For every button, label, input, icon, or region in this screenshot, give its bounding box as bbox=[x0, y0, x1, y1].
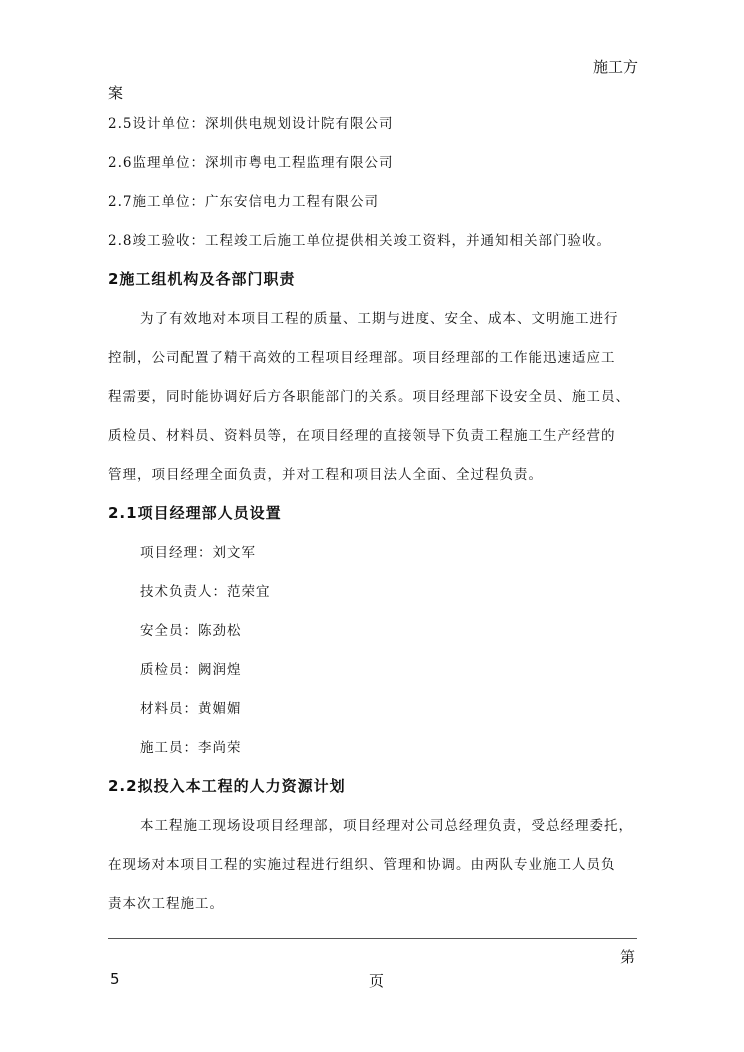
staff-safety-officer: 安全员：陈劲松 bbox=[140, 623, 242, 639]
section-2-2-paragraph-line: 在现场对本项目工程的实施过程进行组织、管理和协调。由两队专业施工人员负 bbox=[108, 857, 616, 873]
section-2-heading: 2施工组机构及各部门职责 bbox=[108, 270, 296, 288]
section-2-paragraph-line: 程需要，同时能协调好后方各职能部门的关系。项目经理部下设安全员、施工员、 bbox=[108, 389, 630, 405]
section-2-paragraph-line: 管理，项目经理全面负责，并对工程和项目法人全面、全过程负责。 bbox=[108, 467, 543, 483]
footer-di: 第 bbox=[620, 948, 636, 966]
section-2-paragraph-line: 质检员、材料员、资料员等，在项目经理的直接领导下负责工程施工生产经营的 bbox=[108, 428, 616, 444]
item-construction-unit: 2.7施工单位：广东安信电力工程有限公司 bbox=[108, 194, 379, 210]
header-title-part2: 案 bbox=[108, 84, 124, 102]
staff-project-manager: 项目经理：刘文军 bbox=[140, 545, 256, 561]
section-2-paragraph-line: 控制，公司配置了精干高效的工程项目经理部。项目经理部的工作能迅速适应工 bbox=[108, 350, 616, 366]
staff-quality-inspector: 质检员：阙润煌 bbox=[140, 662, 242, 678]
item-completion-acceptance: 2.8竣工验收：工程竣工后施工单位提供相关竣工资料，并通知相关部门验收。 bbox=[108, 233, 611, 249]
section-2-2-paragraph-line: 责本次工程施工。 bbox=[108, 896, 224, 912]
staff-construction-officer: 施工员：李尚荣 bbox=[140, 740, 242, 756]
footer-divider bbox=[108, 938, 637, 939]
header-title-part1: 施工方 bbox=[593, 58, 639, 76]
section-2-paragraph-line: 为了有效地对本项目工程的质量、工期与进度、安全、成本、文明施工进行 bbox=[140, 311, 619, 327]
section-2-1-heading: 2.1项目经理部人员设置 bbox=[108, 504, 282, 522]
staff-materials-officer: 材料员：黄媚媚 bbox=[140, 701, 242, 717]
footer-ye: 页 bbox=[369, 972, 385, 990]
section-2-2-paragraph-line: 本工程施工现场设项目经理部，项目经理对公司总经理负责，受总经理委托， bbox=[140, 818, 633, 834]
staff-technical-lead: 技术负责人：范荣宜 bbox=[140, 584, 271, 600]
item-supervision-unit: 2.6监理单位：深圳市粤电工程监理有限公司 bbox=[108, 155, 394, 171]
section-2-2-heading: 2.2拟投入本工程的人力资源计划 bbox=[108, 777, 346, 795]
footer-page-number: 5 bbox=[110, 970, 120, 988]
item-design-unit: 2.5设计单位：深圳供电规划设计院有限公司 bbox=[108, 116, 394, 132]
